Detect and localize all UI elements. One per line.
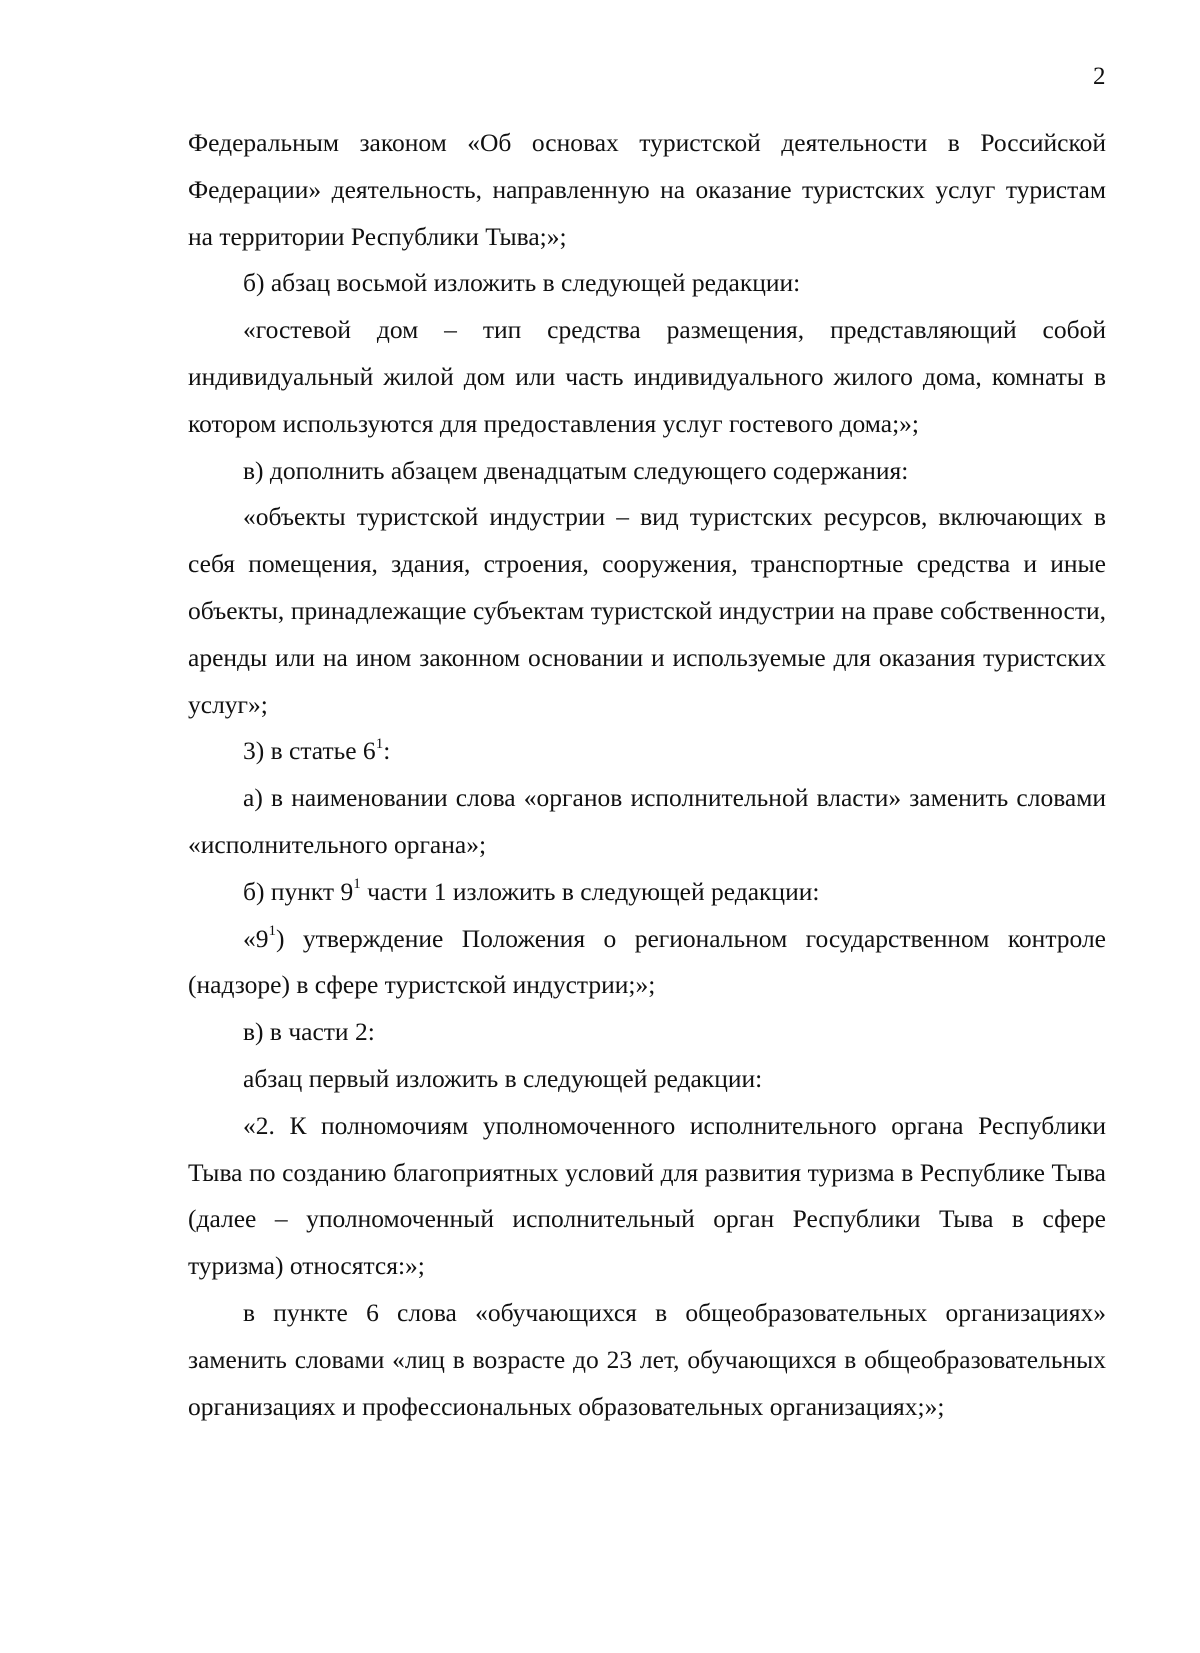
paragraph: абзац первый изложить в следующей редакции:	[243, 1063, 763, 1093]
paragraph-text: :	[383, 736, 391, 766]
paragraph: «объекты туристской индустрии – вид туристских ресурсов, включающих в себя помещения, здания, строения, сооружения, транспортные средства и иные объекты, принадлежащие субъектам туристской индустрии на праве собственности, аренды или на ином законном основании и используемые для оказания туристских услуг»;	[188, 502, 1106, 719]
paragraph: «2. К полномочиям уполномоченного исполнительного органа Республики Тыва по созданию благоприятных условий для развития туризма в Республике Тыва (далее – уполномоченный исполнительный орган Республики Тыва в сфере туризма) относятся:»;	[188, 1110, 1106, 1281]
paragraph-text: «9	[243, 923, 269, 953]
page-number: 2	[1093, 63, 1106, 90]
paragraph-text: 3) в статье 6	[243, 736, 376, 766]
superscript: 1	[268, 923, 276, 940]
paragraph: в) в части 2:	[243, 1017, 375, 1047]
paragraph-text: части 1 изложить в следующей редакции:	[360, 876, 820, 906]
document-body	[188, 120, 1106, 1430]
paragraph: «гостевой дом – тип средства размещения, представляющий собой индивидуальный жилой дом или часть индивидуального жилого дома, комнаты в котором используются для предоставления услуг гостевого дома;»;	[188, 315, 1106, 438]
superscript: 1	[353, 876, 361, 893]
paragraph-text: ) утверждение Положения о региональном государственном контроле (надзоре) в сфере туристской индустрии;»;	[188, 923, 1106, 1000]
paragraph-text: б) пункт 9	[243, 876, 354, 906]
superscript: 1	[375, 735, 384, 752]
paragraph	[188, 869, 1106, 916]
paragraph: в пункте 6 слова «обучающихся в общеобразовательных организациях» заменить словами «лиц в возрасте до 23 лет, обучающихся в общеобразовательных организациях и профессиональных образовательных организациях;»;	[188, 1297, 1106, 1421]
paragraph	[188, 916, 1106, 1010]
paragraph: в) дополнить абзацем двенадцатым следующего содержания:	[243, 455, 909, 485]
paragraph: Федеральным законом «Об основах туристской деятельности в Российской Федерации» деятельность, направленную на оказание туристских услуг туристам на территории Республики Тыва;»;	[188, 128, 1106, 251]
paragraph	[188, 728, 1106, 775]
paragraph: б) абзац восьмой изложить в следующей редакции:	[243, 268, 801, 298]
paragraph: а) в наименовании слова «органов исполнительной власти» заменить словами «исполнительного органа»;	[188, 783, 1106, 859]
